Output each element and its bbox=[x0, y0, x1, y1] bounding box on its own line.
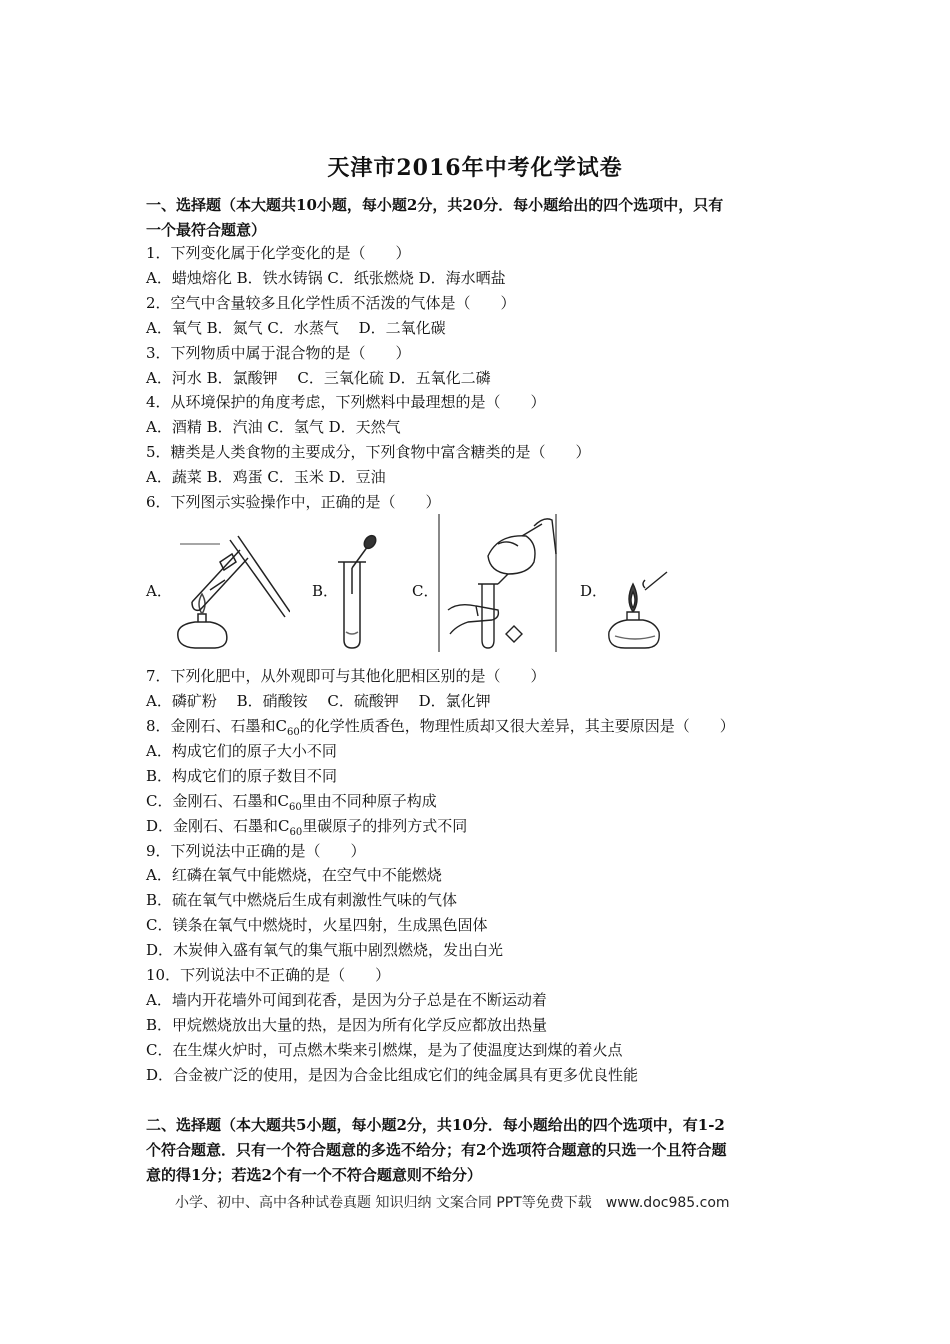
q6-option-d-label: D． bbox=[580, 582, 608, 600]
section2-line3: 意的得1分；若选2个有一个不符合题意则不给分） bbox=[146, 1166, 482, 1184]
q3-stem: 3．下列物质中属于混合物的是（ ） bbox=[146, 344, 411, 362]
q1-stem: 1．下列变化属于化学变化的是（ ） bbox=[146, 244, 411, 262]
q7-stem: 7．下列化肥中，从外观即可与其他化肥相区别的是（ ） bbox=[146, 667, 546, 685]
q9-option-b: B．硫在氧气中燃烧后生成有刺激性气味的气体 bbox=[146, 891, 458, 909]
q8-option-c-sub: 60 bbox=[288, 802, 302, 813]
section1-line2: 一个最符合题意） bbox=[146, 221, 267, 239]
q4-options: A．酒精 B．汽油 C．氢气 D．天然气 bbox=[146, 418, 401, 436]
q6-figure-b-dropper-in-tube bbox=[330, 532, 380, 652]
q9-option-d: D．木炭伸入盛有氧气的集气瓶中剧烈燃烧，发出白光 bbox=[146, 941, 504, 959]
q8-stem-post: 的化学性质香色，物理性质却又很大差异，其主要原因是（ ） bbox=[299, 717, 735, 735]
q8-stem-pre: 8．金刚石、石墨和C bbox=[146, 717, 288, 735]
q9-stem: 9．下列说法中正确的是（ ） bbox=[146, 842, 366, 860]
section2-line1: 二、选择题（本大题共5小题，每小题2分，共10分．每小题给出的四个选项中，有1-2 bbox=[146, 1116, 725, 1134]
q10-option-b: B．甲烷燃烧放出大量的热，是因为所有化学反应都放出热量 bbox=[146, 1016, 548, 1034]
q10-stem: 10．下列说法中不正确的是（ ） bbox=[146, 966, 391, 984]
q8-option-c-post: 里由不同种原子构成 bbox=[301, 792, 437, 810]
q2-stem: 2．空气中含量较多且化学性质不活泼的气体是（ ） bbox=[146, 294, 516, 312]
q6-option-a-label: A． bbox=[146, 582, 172, 600]
section2-heading bbox=[146, 1113, 806, 1188]
section1-line1: 一、选择题（本大题共10小题，每小题2分，共20分．每小题给出的四个选项中，只有 bbox=[146, 196, 724, 214]
page-title: 天津市2016年中考化学试卷 bbox=[327, 155, 623, 181]
q8-option-d-post: 里碳原子的排列方式不同 bbox=[302, 817, 468, 835]
page-footer: 小学、初中、高中各种试卷真题 知识归纳 文案合同 PPT等免费下载 www.doc985.com bbox=[175, 1195, 730, 1211]
q7-options: A．磷矿粉 B．硝酸铵 C．硫酸钾 D．氯化钾 bbox=[146, 692, 491, 710]
q8-option-a: A．构成它们的原子大小不同 bbox=[146, 742, 337, 760]
q8-stem-sub: 60 bbox=[287, 727, 300, 738]
q10-option-a: A．墙内开花墙外可闻到花香，是因为分子总是在不断运动着 bbox=[146, 991, 547, 1009]
q8-option-c-pre: C．金刚石、石墨和C bbox=[146, 792, 289, 810]
q5-options: A．蔬菜 B．鸡蛋 C．玉米 D．豆油 bbox=[146, 468, 386, 486]
q6-stem: 6．下列图示实验操作中，正确的是（ ） bbox=[146, 493, 441, 511]
q6-figure-a-heating-tube bbox=[170, 532, 290, 652]
q2-options: A．氧气 B．氮气 C．水蒸气 D．二氧化碳 bbox=[146, 319, 446, 337]
q3-options: A．河水 B．氯酸钾 C．三氧化硫 D．五氧化二磷 bbox=[146, 369, 491, 387]
q8-option-d-sub: 60 bbox=[289, 827, 303, 838]
section1-heading bbox=[146, 193, 806, 243]
q5-stem: 5．糖类是人类食物的主要成分，下列食物中富含糖类的是（ ） bbox=[146, 443, 591, 461]
q9-option-c: C．镁条在氧气中燃烧时，火星四射，生成黑色固体 bbox=[146, 916, 488, 934]
q6-option-c-label: C． bbox=[412, 582, 439, 600]
q8-option-b: B．构成它们的原子数目不同 bbox=[146, 767, 338, 785]
section2-line2: 个符合题意．只有一个符合题意的多选不给分；有2个选项符合题意的只选一个且符合题 bbox=[146, 1141, 727, 1159]
q10-option-d: D．合金被广泛的使用，是因为合金比组成它们的纯金属具有更多优良性能 bbox=[146, 1066, 639, 1084]
q6-option-b-label: B． bbox=[312, 582, 339, 600]
q9-option-a: A．红磷在氧气中能燃烧，在空气中不能燃烧 bbox=[146, 866, 442, 884]
q8-option-d-pre: D．金刚石、石墨和C bbox=[146, 817, 290, 835]
q6-figure-d-alcohol-lamp bbox=[605, 570, 669, 652]
q10-option-c: C．在生煤火炉时，可点燃木柴来引燃煤，是为了使温度达到煤的着火点 bbox=[146, 1041, 623, 1059]
q1-options: A．蜡烛熔化 B．铁水铸锅 C．纸张燃烧 D．海水晒盐 bbox=[146, 269, 506, 287]
q4-stem: 4．从环境保护的角度考虑，下列燃料中最理想的是（ ） bbox=[146, 393, 546, 411]
q6-figure-c-pouring-liquid bbox=[438, 514, 558, 652]
